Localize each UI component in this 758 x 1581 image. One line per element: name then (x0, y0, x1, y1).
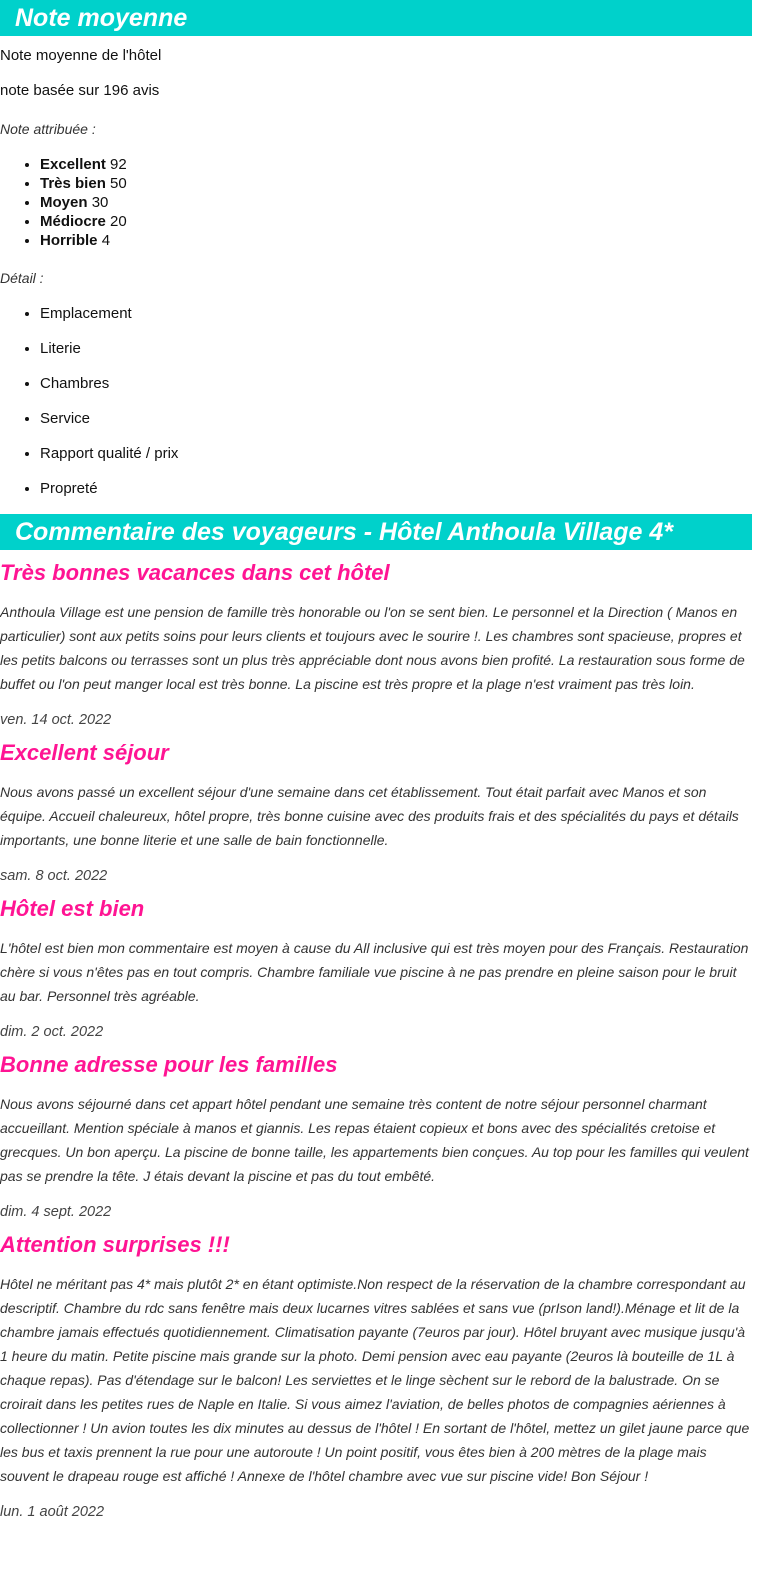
detail-item: • Chambres (40, 374, 752, 409)
review-title: Très bonnes vacances dans cet hôtel (0, 560, 390, 585)
review-date: ven. 14 oct. 2022 (0, 712, 112, 728)
rating-section-header: Note moyenne (0, 0, 752, 36)
review-title: Hôtel est bien (0, 896, 145, 921)
rating-item-excellent (40, 155, 752, 174)
rating-item-moyen (40, 193, 752, 212)
review-item (0, 1230, 752, 1522)
review-body: Nous avons séjourné dans cet appart hôtel pendant une semaine très content de notre séjour personnel charmant accueillant. Mention spéciale à manos et giannis. Les repas étaient copieux et bons avec des spécialités cretoise et grecques. Un bon aperçu. La piscine de bonne taille, les appartements bien conçues. Au top pour les familles qui veulent pas se prendre la tête. J étais devant la piscine et pas du tout embêté. (0, 1096, 749, 1184)
review-item (0, 558, 752, 730)
rating-label: Médiocre (40, 213, 106, 230)
average-rating-title: Note moyenne de l'hôtel (0, 47, 162, 64)
detail-label: Détail : (0, 270, 44, 286)
review-item (0, 738, 752, 886)
rating-item-mediocre (40, 212, 752, 231)
rating-count: 20 (110, 213, 127, 230)
detail-item: • Propreté (40, 479, 752, 514)
ratings-label: Note attribuée : (0, 121, 96, 137)
rating-label: Excellent (40, 156, 106, 173)
review-item (0, 1050, 752, 1222)
review-title: Excellent séjour (0, 740, 169, 765)
review-date: lun. 1 août 2022 (0, 1504, 105, 1520)
reviews-section-header: Commentaire des voyageurs - Hôtel Anthoula Village 4* (0, 514, 752, 550)
review-date: dim. 4 sept. 2022 (0, 1204, 112, 1220)
review-date: sam. 8 oct. 2022 (0, 868, 108, 884)
review-body: Hôtel ne méritant pas 4* mais plutôt 2* en étant optimiste.Non respect de la réservation de la chambre correspondant au descriptif. Chambre du rdc sans fenêtre mais deux lucarnes vitres sablées et sans vue (prIson land!).Ménage et lit de la chambre jamais effectués quotidiennement. Climatisation payante (7euros par jour). Hôtel bruyant avec musique jusqu'à 1 heure du matin. Petite piscine mais grande sur la photo. Demi pension avec eau payante (2euros là bouteille de 1L à chaque repas). Pas d'étendage sur le balcon! Les serviettes et le linge sèchent sur le rebord de la balustrade. On se croirait dans les petites rues de Naple en Italie. Si vous aimez l'aviation, de belles photos de compagnies aériennes à collectionner ! Un avion toutes les dix minutes au dessus de l'hôtel ! En sortant de l'hôtel, mettez un gilet jaune parce que les bus et taxis prennent la rue pour une autoroute ! Un point positif, vous êtes bien à 200 mètres de la plage mais souvent le drapeau rouge est affiché ! Annexe de l'hôtel chambre avec vue sur piscine vide! Bon Séjour ! (0, 1276, 750, 1484)
rating-item-horrible (40, 231, 752, 250)
review-count: note basée sur 196 avis (0, 82, 160, 99)
rating-count: 50 (110, 175, 127, 192)
review-title: Attention surprises !!! (0, 1232, 230, 1257)
detail-item: • Emplacement (40, 304, 752, 339)
review-date: dim. 2 oct. 2022 (0, 1024, 104, 1040)
rating-label: Horrible (40, 232, 98, 249)
rating-label: Moyen (40, 194, 88, 211)
rating-count: 92 (110, 156, 127, 173)
detail-list (0, 304, 752, 514)
rating-count: 30 (91, 194, 109, 211)
detail-item: • Literie (40, 339, 752, 374)
detail-item: • Service (40, 409, 752, 444)
review-title: Bonne adresse pour les familles (0, 1052, 338, 1077)
ratings-list (0, 155, 752, 250)
review-body: Anthoula Village est une pension de famille très honorable ou l'on se sent bien. Le personnel et la Direction ( Manos en particulier) sont aux petits soins pour leurs clients et toujours avec le sourire !. Les chambres sont spacieuse, propres et les petits balcons ou terrasses sont un plus très appréciable dont nous avons bien profité. La restauration sous forme de buffet ou l'on peut manger local est très bonne. La piscine est très propre et la plage n'est vraiment pas très loin. (0, 604, 745, 692)
rating-label: Très bien (40, 175, 106, 192)
rating-count: 4 (101, 232, 111, 249)
rating-item-tres-bien (40, 174, 752, 193)
detail-item: • Rapport qualité / prix (40, 444, 752, 479)
review-body: L'hôtel est bien mon commentaire est moyen à cause du All inclusive qui est très moyen pour des Français. Restauration chère si vous n'êtes pas en tout compris. Chambre familiale vue piscine à ne pas prendre en pleine saison pour le bruit au bar. Personnel très agréable. (0, 940, 749, 1004)
review-body: Nous avons passé un excellent séjour d'une semaine dans cet établissement. Tout était parfait avec Manos et son équipe. Accueil chaleureux, hôtel propre, très bonne cuisine avec des produits frais et des spécialités du pays et détails importants, une bonne literie et une salle de bain fonctionnelle. (0, 784, 739, 848)
review-item (0, 894, 752, 1042)
